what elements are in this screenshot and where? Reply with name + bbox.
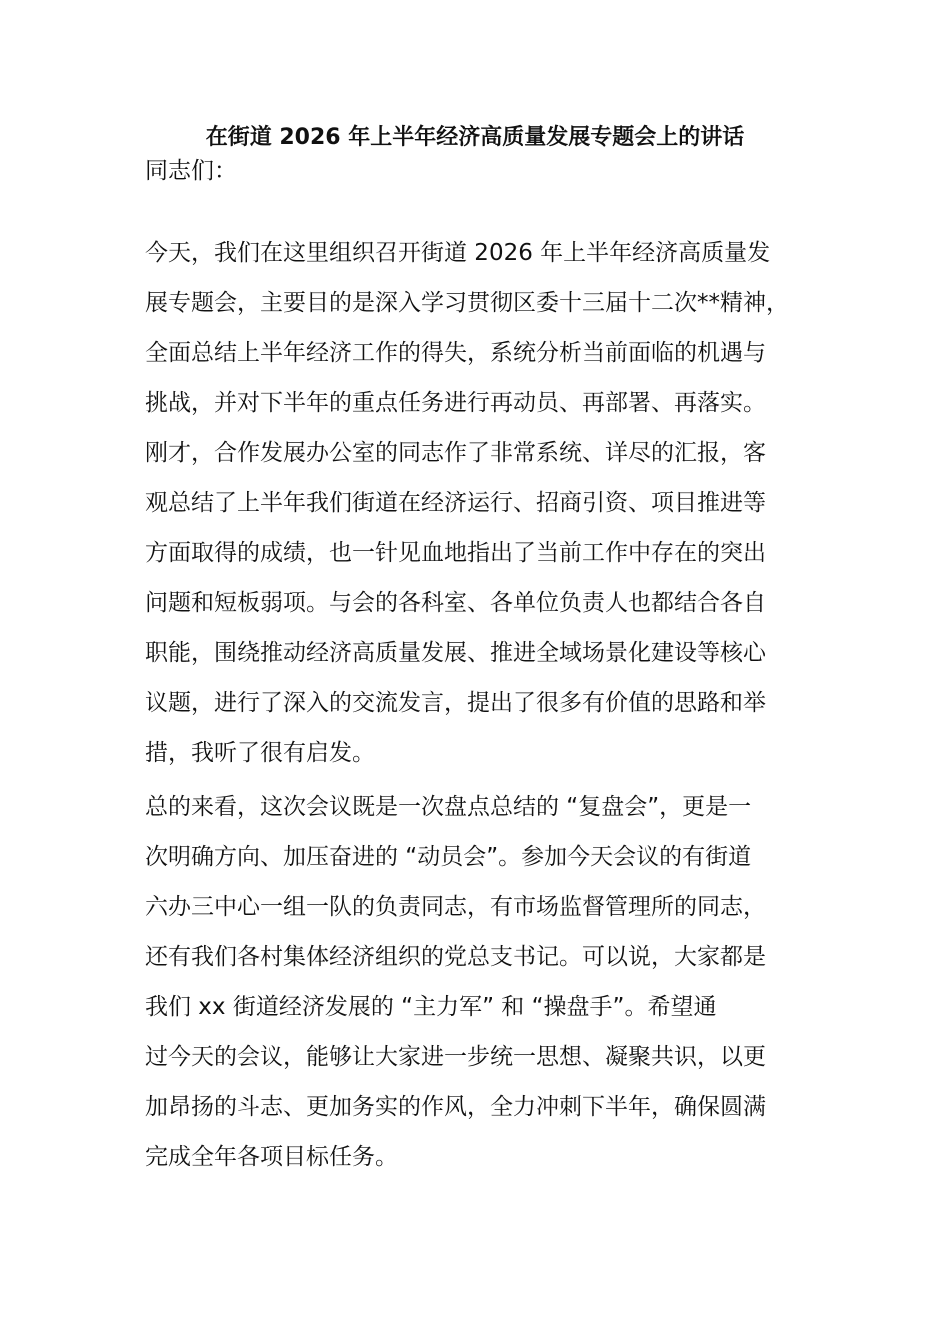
salutation-line: 同志们：	[145, 158, 237, 184]
paragraph-line: 问题和短板弱项。与会的各科室、各单位负责人也都结合各自	[145, 590, 766, 616]
paragraph-line: 全面总结上半年经济工作的得失，系统分析当前面临的机遇与	[145, 340, 766, 366]
paragraph-line: 议题，进行了深入的交流发言，提出了很多有价值的思路和举	[145, 690, 766, 716]
paragraph-line: 刚才，合作发展办公室的同志作了非常系统、详尽的汇报，客	[145, 440, 766, 466]
paragraph-line: 挑战，并对下半年的重点任务进行再动员、再部署、再落实。	[145, 390, 766, 416]
paragraph-line: 完成全年各项目标任务。	[145, 1144, 398, 1170]
paragraph-line: 过今天的会议，能够让大家进一步统一思想、凝聚共识，以更	[145, 1044, 766, 1070]
paragraph-line: 展专题会，主要目的是深入学习贯彻区委十三届十二次**精神，	[145, 290, 789, 316]
paragraph-line: 六办三中心一组一队的负责同志，有市场监督管理所的同志，	[145, 894, 766, 920]
document-title: 在街道 2026 年上半年经济高质量发展专题会上的讲话	[205, 125, 745, 150]
paragraph-line: 今天，我们在这里组织召开街道 2026 年上半年经济高质量发	[145, 240, 771, 266]
paragraph-line: 加昂扬的斗志、更加务实的作风，全力冲刺下半年，确保圆满	[145, 1094, 766, 1120]
paragraph-line: 观总结了上半年我们街道在经济运行、招商引资、项目推进等	[145, 490, 766, 516]
paragraph-1	[145, 228, 815, 778]
paragraph-line: 方面取得的成绩，也一针见血地指出了当前工作中存在的突出	[145, 540, 766, 566]
paragraph-line: 我们 xx 街道经济发展的 “主力军” 和 “操盘手”。希望通	[145, 994, 717, 1020]
paragraph-line: 次明确方向、加压奋进的 “动员会”。参加今天会议的有街道	[145, 844, 752, 870]
paragraph-line: 总的来看，这次会议既是一次盘点总结的 “复盘会”，更是一	[145, 794, 752, 820]
paragraph-line: 措，我听了很有启发。	[145, 740, 375, 766]
salutation	[145, 146, 815, 196]
paragraph-2	[145, 782, 815, 1182]
paragraph-line: 职能，围绕推动经济高质量发展、推进全域场景化建设等核心	[145, 640, 766, 666]
paragraph-line: 还有我们各村集体经济组织的党总支书记。可以说，大家都是	[145, 944, 766, 970]
